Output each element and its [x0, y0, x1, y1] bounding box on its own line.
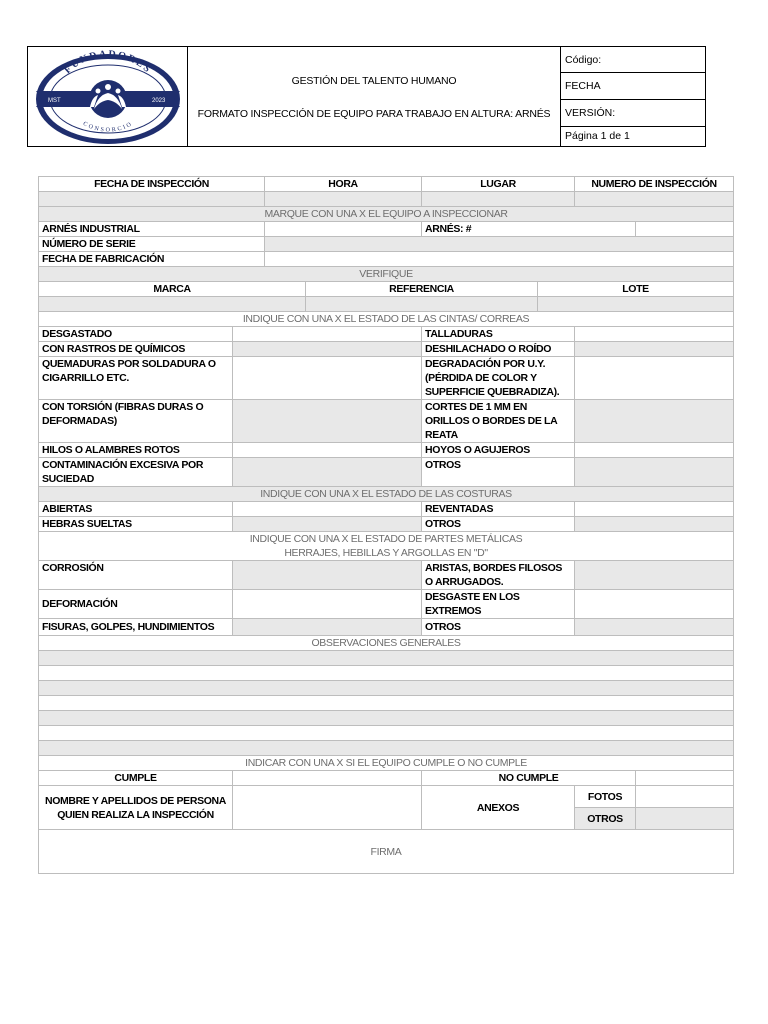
cintas-right-label: CORTES DE 1 MM EN ORILLOS O BORDES DE LA REATA [422, 400, 575, 443]
cintas-right-label: DESHILACHADO O ROÍDO [422, 342, 575, 357]
firma-field[interactable]: FIRMA [39, 830, 734, 874]
cintas-right-check[interactable] [575, 342, 734, 357]
cintas-left-check[interactable] [233, 400, 422, 443]
numero-serie-label: NÚMERO DE SERIE [39, 237, 265, 252]
logo-left-badge: MST [48, 98, 61, 104]
metalicas-right-label: ARISTAS, BORDES FILOSOS O ARRUGADOS. [422, 561, 575, 590]
section-metalicas-line1: INDIQUE CON UNA X EL ESTADO DE PARTES METÁLICAS [249, 533, 523, 545]
cintas-left-check[interactable] [233, 357, 422, 400]
inspection-form [38, 176, 734, 874]
document-subtitle: FORMATO INSPECCIÓN DE EQUIPO PARA TRABAJO EN ALTURA: ARNÉS [197, 108, 551, 120]
cintas-left-label: QUEMADURAS POR SOLDADURA O CIGARRILLO ETC. [39, 357, 233, 400]
cintas-left-label: CON RASTROS DE QUÍMICOS [39, 342, 233, 357]
fotos-label: FOTOS [575, 786, 636, 808]
cintas-left-label: CON TORSIÓN (FIBRAS DURAS O DEFORMADAS) [39, 400, 233, 443]
fecha-fabricacion-input[interactable] [265, 252, 734, 267]
metalicas-right-check[interactable] [575, 619, 734, 636]
no-cumple-label: NO CUMPLE [422, 771, 636, 786]
logo-bottom-text: CONSORCIO [81, 120, 135, 134]
costuras-right-check[interactable] [575, 517, 734, 532]
metalicas-left-label: FISURAS, GOLPES, HUNDIMIENTOS [39, 619, 233, 636]
observaciones-line[interactable] [39, 681, 734, 696]
marca-input[interactable] [39, 297, 306, 312]
cintas-right-label: DEGRADACIÓN POR U.Y. (PÉRDIDA DE COLOR Y SUPERFICIE QUEBRADIZA). [422, 357, 575, 400]
fecha-inspeccion-input[interactable] [39, 192, 265, 207]
observaciones-line[interactable] [39, 696, 734, 711]
version-label: VERSIÓN: [560, 99, 705, 125]
section-cumple-heading: INDICAR CON UNA X SI EL EQUIPO CUMPLE O NO CUMPLE [39, 756, 734, 771]
codigo-label: Código: [560, 47, 705, 72]
section-cintas-heading: INDIQUE CON UNA X EL ESTADO DE LAS CINTAS/ CORREAS [39, 312, 734, 327]
metalicas-left-label: DEFORMACIÓN [39, 590, 233, 619]
cintas-right-label: OTROS [422, 458, 575, 487]
lugar-header: LUGAR [422, 177, 575, 192]
observaciones-line[interactable] [39, 651, 734, 666]
header-meta [560, 47, 705, 146]
document-header [27, 46, 706, 147]
section-metalicas-heading [39, 532, 734, 561]
metalicas-right-check[interactable] [575, 561, 734, 590]
observaciones-line[interactable] [39, 726, 734, 741]
numero-inspeccion-input[interactable] [575, 192, 734, 207]
fecha-inspeccion-header: FECHA DE INSPECCIÓN [39, 177, 265, 192]
document-title: GESTIÓN DEL TALENTO HUMANO [291, 75, 457, 87]
numero-inspeccion-header: NUMERO DE INSPECCIÓN [575, 177, 734, 192]
fecha-fabricacion-label: FECHA DE FABRICACIÓN [39, 252, 265, 267]
logo-arc-text: FUNDADORES [62, 48, 154, 77]
observaciones-line[interactable] [39, 711, 734, 726]
metalicas-right-label: DESGASTE EN LOS EXTREMOS [422, 590, 575, 619]
numero-serie-input[interactable] [265, 237, 734, 252]
inspector-name-input[interactable] [233, 786, 422, 830]
metalicas-left-label: CORROSIÓN [39, 561, 233, 590]
cintas-right-check[interactable] [575, 327, 734, 342]
cintas-left-label: CONTAMINACIÓN EXCESIVA POR SUCIEDAD [39, 458, 233, 487]
observaciones-line[interactable] [39, 741, 734, 756]
referencia-input[interactable] [306, 297, 538, 312]
costuras-right-label: OTROS [422, 517, 575, 532]
metalicas-left-check[interactable] [233, 619, 422, 636]
no-cumple-check[interactable] [636, 771, 734, 786]
costuras-left-check[interactable] [233, 502, 422, 517]
metalicas-left-check[interactable] [233, 561, 422, 590]
costuras-left-check[interactable] [233, 517, 422, 532]
arnes-number-label: ARNÉS: # [422, 222, 636, 237]
cumple-label: CUMPLE [39, 771, 233, 786]
cintas-right-check[interactable] [575, 458, 734, 487]
lote-input[interactable] [538, 297, 734, 312]
section-costuras-heading: INDIQUE CON UNA X EL ESTADO DE LAS COSTURAS [39, 487, 734, 502]
section-observaciones-heading: OBSERVACIONES GENERALES [39, 636, 734, 651]
arnes-number-input[interactable] [636, 222, 734, 237]
cintas-right-check[interactable] [575, 357, 734, 400]
otros-anexos-check[interactable] [636, 808, 734, 830]
metalicas-left-check[interactable] [233, 590, 422, 619]
header-title-cell [188, 47, 560, 146]
otros-anexos-label: OTROS [575, 808, 636, 830]
inspector-name-label: NOMBRE Y APELLIDOS DE PERSONA QUIEN REALIZA LA INSPECCIÓN [39, 786, 233, 830]
costuras-right-check[interactable] [575, 502, 734, 517]
fecha-label: FECHA [560, 72, 705, 99]
costuras-left-label: ABIERTAS [39, 502, 233, 517]
costuras-left-label: HEBRAS SUELTAS [39, 517, 233, 532]
section-verifique-heading: VERIFIQUE [39, 267, 734, 282]
cintas-left-label: DESGASTADO [39, 327, 233, 342]
marca-header: MARCA [39, 282, 306, 297]
anexos-label: ANEXOS [422, 786, 575, 830]
arnes-industrial-label: ARNÉS INDUSTRIAL [39, 222, 265, 237]
cintas-right-check[interactable] [575, 400, 734, 443]
hora-header: HORA [265, 177, 422, 192]
logo-right-badge: 2023 [152, 98, 166, 104]
hora-input[interactable] [265, 192, 422, 207]
observaciones-line[interactable] [39, 666, 734, 681]
cintas-right-check[interactable] [575, 443, 734, 458]
logo-cell [28, 47, 188, 146]
cintas-left-check[interactable] [233, 327, 422, 342]
lugar-input[interactable] [422, 192, 575, 207]
page-number: Página 1 de 1 [560, 126, 705, 146]
cintas-left-check[interactable] [233, 443, 422, 458]
costuras-right-label: REVENTADAS [422, 502, 575, 517]
referencia-header: REFERENCIA [306, 282, 538, 297]
cintas-left-check[interactable] [233, 458, 422, 487]
metalicas-right-label: OTROS [422, 619, 575, 636]
cintas-left-label: HILOS O ALAMBRES ROTOS [39, 443, 233, 458]
section-equipo-heading: MARQUE CON UNA X EL EQUIPO A INSPECCIONAR [39, 207, 734, 222]
arnes-industrial-check[interactable] [265, 222, 422, 237]
metalicas-right-check[interactable] [575, 590, 734, 619]
cintas-right-label: TALLADURAS [422, 327, 575, 342]
lote-header: LOTE [538, 282, 734, 297]
section-metalicas-line2: HERRAJES, HEBILLAS Y ARGOLLAS EN "D" [284, 547, 488, 559]
company-logo [28, 47, 188, 146]
cintas-right-label: HOYOS O AGUJEROS [422, 443, 575, 458]
fotos-check[interactable] [636, 786, 734, 808]
cintas-left-check[interactable] [233, 342, 422, 357]
cumple-check[interactable] [233, 771, 422, 786]
